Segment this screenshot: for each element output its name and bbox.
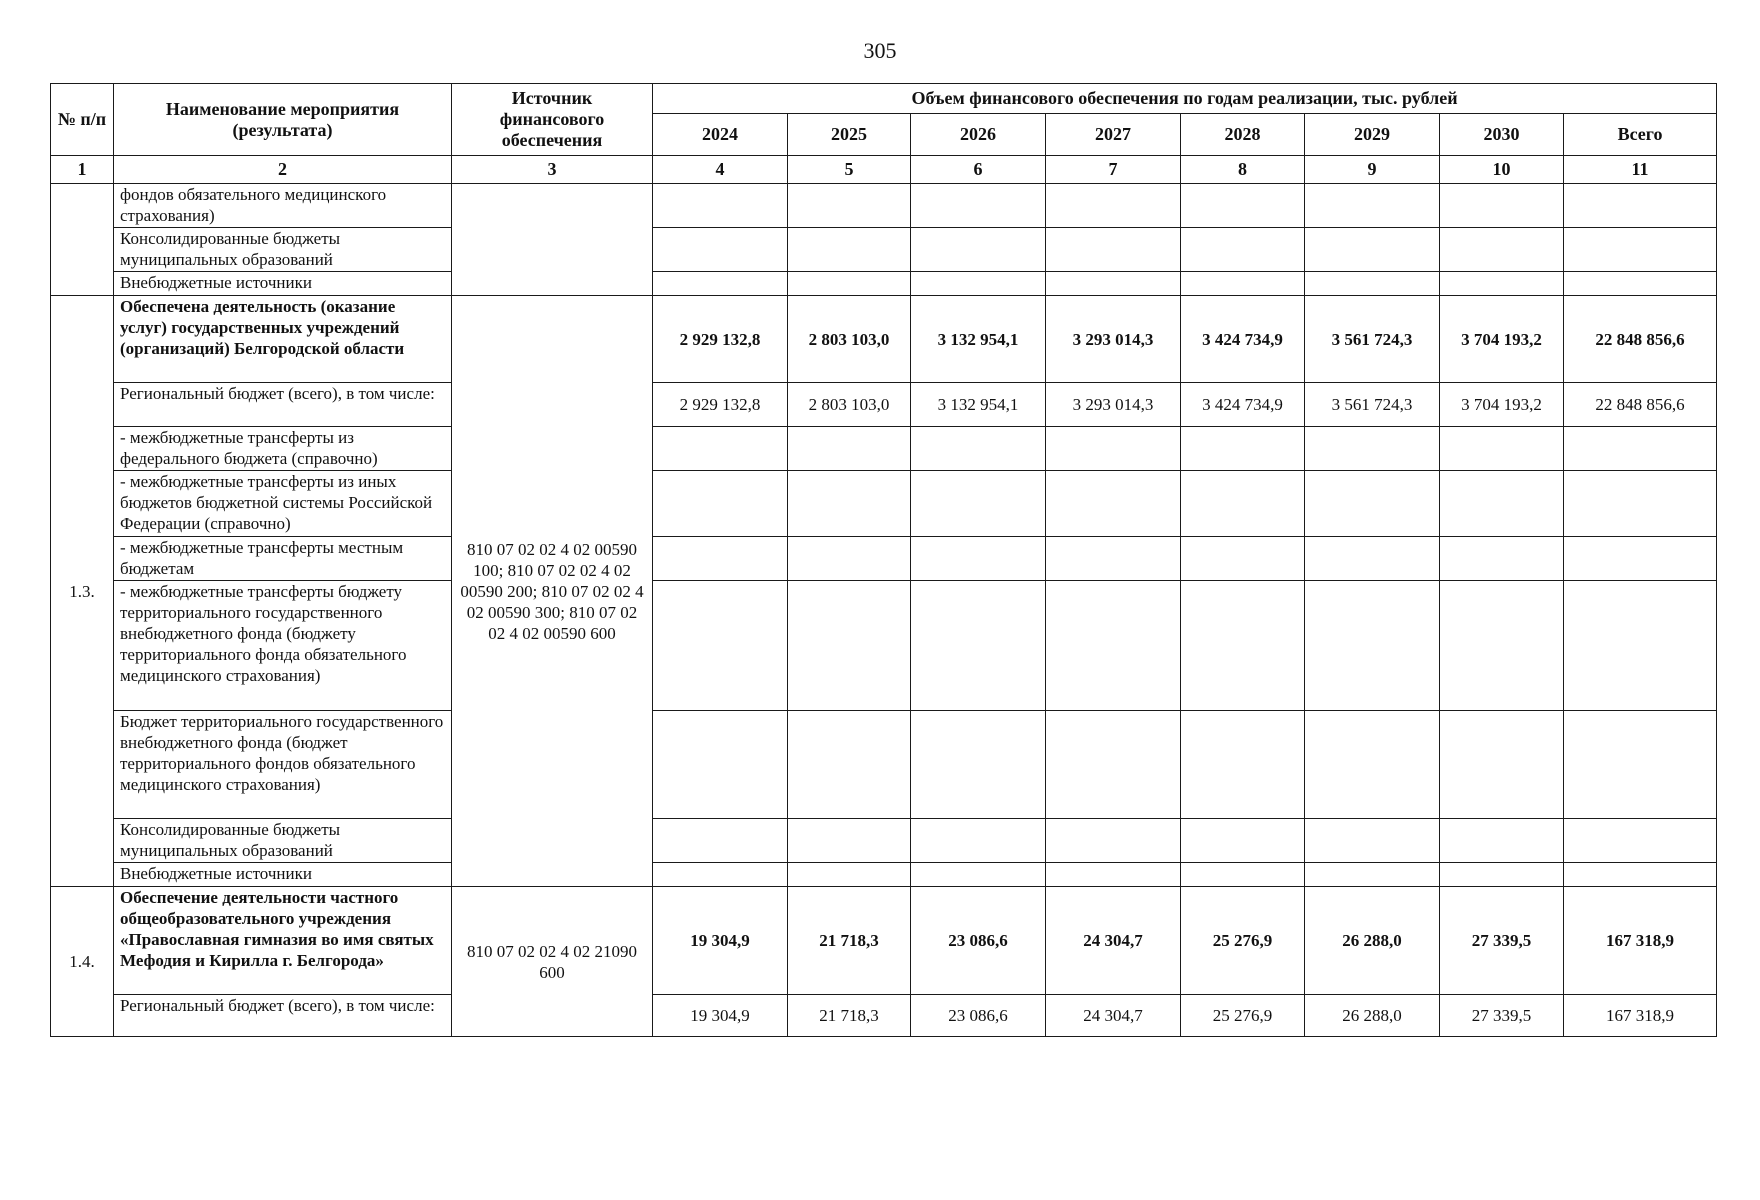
header-year: 2024 bbox=[653, 114, 788, 156]
value-cell: 2 929 132,8 bbox=[653, 383, 788, 427]
value-cell: 2 929 132,8 bbox=[653, 296, 788, 383]
value-cell: 23 086,6 bbox=[911, 887, 1046, 995]
header-volume: Объем финансового обеспечения по годам реализации, тыс. рублей bbox=[653, 84, 1717, 114]
header-year: 2030 bbox=[1440, 114, 1564, 156]
table-row bbox=[51, 537, 1717, 581]
column-number: 3 bbox=[452, 156, 653, 184]
table-row bbox=[51, 819, 1717, 863]
table-row bbox=[51, 272, 1717, 296]
header-total: Всего bbox=[1564, 114, 1717, 156]
row-name: Консолидированные бюджеты муниципальных образований bbox=[114, 819, 452, 863]
row-name: - межбюджетные трансферты из федерального бюджета (справочно) bbox=[114, 427, 452, 471]
value-cell: 24 304,7 bbox=[1046, 995, 1181, 1037]
row-number: 1.3. bbox=[51, 296, 114, 887]
value-cell: 21 718,3 bbox=[788, 887, 911, 995]
table-row bbox=[51, 427, 1717, 471]
row-name: Внебюджетные источники bbox=[114, 863, 452, 887]
value-cell: 22 848 856,6 bbox=[1564, 383, 1717, 427]
value-cell: 3 424 734,9 bbox=[1181, 296, 1305, 383]
row-name: Обеспечение деятельности частного общеобразовательного учреждения «Православная гимназия во имя святых Мефодия и Кирилла г. Белгорода» bbox=[114, 887, 452, 995]
header-year: 2027 bbox=[1046, 114, 1181, 156]
header-name: Наименование мероприятия (результата) bbox=[114, 84, 452, 156]
table-row bbox=[51, 887, 1717, 995]
row-source bbox=[452, 184, 653, 296]
header-year: 2029 bbox=[1305, 114, 1440, 156]
table-row bbox=[51, 863, 1717, 887]
value-cell: 27 339,5 bbox=[1440, 887, 1564, 995]
row-source: 810 07 02 02 4 02 00590 100; 810 07 02 02 4 02 00590 200; 810 07 02 02 4 02 00590 300; 810 07 02 02 4 02 00590 600 bbox=[452, 296, 653, 887]
value-cell: 19 304,9 bbox=[653, 995, 788, 1037]
value-cell: 167 318,9 bbox=[1564, 995, 1717, 1037]
value-cell: 26 288,0 bbox=[1305, 887, 1440, 995]
column-number: 2 bbox=[114, 156, 452, 184]
row-source: 810 07 02 02 4 02 21090 600 bbox=[452, 887, 653, 1037]
table-row bbox=[51, 228, 1717, 272]
value-cell: 3 293 014,3 bbox=[1046, 296, 1181, 383]
row-name: - межбюджетные трансферты из иных бюджетов бюджетной системы Российской Федерации (справочно) bbox=[114, 471, 452, 537]
table-row bbox=[51, 383, 1717, 427]
value-cell: 3 293 014,3 bbox=[1046, 383, 1181, 427]
column-number: 9 bbox=[1305, 156, 1440, 184]
value-cell: 2 803 103,0 bbox=[788, 383, 911, 427]
column-number: 10 bbox=[1440, 156, 1564, 184]
header-source: Источник финансового обеспечения bbox=[452, 84, 653, 156]
value-cell: 3 704 193,2 bbox=[1440, 383, 1564, 427]
value-cell: 25 276,9 bbox=[1181, 887, 1305, 995]
table-row bbox=[51, 581, 1717, 711]
value-cell: 3 424 734,9 bbox=[1181, 383, 1305, 427]
row-name: - межбюджетные трансферты бюджету территориального государственного внебюджетного фонда (бюджету территориального фонда обязательного медицинского страхования) bbox=[114, 581, 452, 711]
table-row bbox=[51, 296, 1717, 383]
value-cell: 3 704 193,2 bbox=[1440, 296, 1564, 383]
financing-table bbox=[50, 83, 1717, 1037]
value-cell: 3 561 724,3 bbox=[1305, 383, 1440, 427]
value-cell: 27 339,5 bbox=[1440, 995, 1564, 1037]
table-row bbox=[51, 471, 1717, 537]
row-number: 1.4. bbox=[51, 887, 114, 1037]
table-row bbox=[51, 995, 1717, 1037]
header-year: 2025 bbox=[788, 114, 911, 156]
value-cell: 26 288,0 bbox=[1305, 995, 1440, 1037]
column-number: 6 bbox=[911, 156, 1046, 184]
row-name: Обеспечена деятельность (оказание услуг) государственных учреждений (организаций) Белгородской области bbox=[114, 296, 452, 383]
row-name: Внебюджетные источники bbox=[114, 272, 452, 296]
value-cell: 23 086,6 bbox=[911, 995, 1046, 1037]
value-cell: 25 276,9 bbox=[1181, 995, 1305, 1037]
value-cell: 167 318,9 bbox=[1564, 887, 1717, 995]
value-cell: 24 304,7 bbox=[1046, 887, 1181, 995]
row-name: - межбюджетные трансферты местным бюджетам bbox=[114, 537, 452, 581]
column-number: 7 bbox=[1046, 156, 1181, 184]
header-year: 2028 bbox=[1181, 114, 1305, 156]
row-name: Консолидированные бюджеты муниципальных образований bbox=[114, 228, 452, 272]
value-cell: 21 718,3 bbox=[788, 995, 911, 1037]
column-number: 8 bbox=[1181, 156, 1305, 184]
page-number: 305 bbox=[863, 38, 897, 63]
value-cell: 3 561 724,3 bbox=[1305, 296, 1440, 383]
row-name: Региональный бюджет (всего), в том числе: bbox=[114, 995, 452, 1037]
header-number: № п/п bbox=[51, 84, 114, 156]
row-name: Бюджет территориального государственного внебюджетного фонда (бюджет территориального фондов обязательного медицинского страхования) bbox=[114, 711, 452, 819]
row-number bbox=[51, 184, 114, 296]
value-cell: 3 132 954,1 bbox=[911, 296, 1046, 383]
column-number: 4 bbox=[653, 156, 788, 184]
column-number: 1 bbox=[51, 156, 114, 184]
table-row bbox=[51, 711, 1717, 819]
header-year: 2026 bbox=[911, 114, 1046, 156]
value-cell: 3 132 954,1 bbox=[911, 383, 1046, 427]
row-name: Региональный бюджет (всего), в том числе: bbox=[114, 383, 452, 427]
row-name: фондов обязательного медицинского страхования) bbox=[114, 184, 452, 228]
column-number: 5 bbox=[788, 156, 911, 184]
table-row bbox=[51, 184, 1717, 228]
value-cell: 19 304,9 bbox=[653, 887, 788, 995]
value-cell: 2 803 103,0 bbox=[788, 296, 911, 383]
column-number: 11 bbox=[1564, 156, 1717, 184]
value-cell: 22 848 856,6 bbox=[1564, 296, 1717, 383]
